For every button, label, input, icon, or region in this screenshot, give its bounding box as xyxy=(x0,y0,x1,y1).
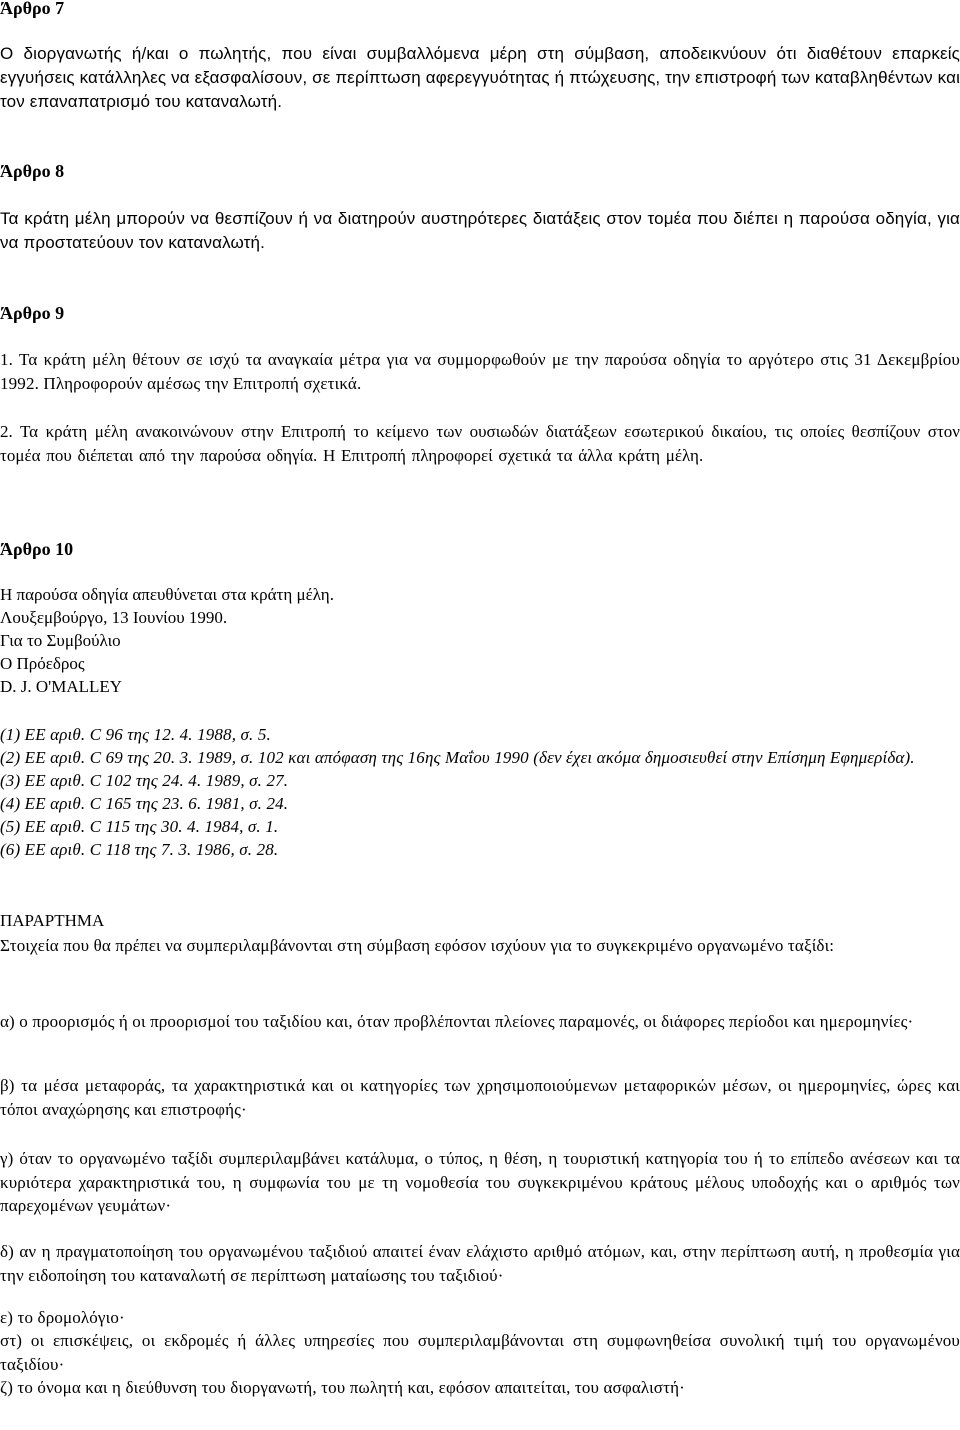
annex-intro: Στοιχεία που θα πρέπει να συμπεριλαμβάνονται στη σύμβαση εφόσον ισχύουν για το συγκεκριμένο οργανωμένο ταξίδι: xyxy=(0,936,835,955)
annex-title: ΠΑΡΑΡΤΗΜΑ xyxy=(0,911,105,930)
article-9-paragraph-1: 1. Τα κράτη μέλη θέτουν σε ισχύ τα αναγκαία μέτρα για να συμμορφωθούν με την παρούσα οδηγία το αργότερο στις 31 Δεκεμβρίου 1992. Πληροφορούν αμέσως την Επιτροπή σχετικά. xyxy=(0,350,960,393)
annex-item-a: α) ο προορισμός ή οι προορισμοί του ταξιδίου και, όταν προβλέπονται πλείονες παραμονές, οι διάφορες περίοδοι και ημερομηνίες· xyxy=(0,1012,914,1031)
article-7-text: Ο διοργανωτής ή/και ο πωλητής, που είναι συμβαλλόμενα μέρη στη σύμβαση, αποδεικνύουν ότι διαθέτουν επαρκείς εγγυήσεις κατάλληλες να εξασφαλίσουν, σε περίπτωση αφερεγγυότητας ή πτώχευσης, την επιστροφή των καταβληθέντων και τον επαναπατρισμό του καταναλωτή. xyxy=(0,44,960,111)
article-10-line: Η παρούσα οδηγία απευθύνεται στα κράτη μέλη. xyxy=(0,585,334,604)
president-label: Ο Πρόεδρος xyxy=(0,654,85,673)
footnote-1: (1) ΕΕ αριθ. C 96 της 12. 4. 1988, σ. 5. xyxy=(0,725,271,744)
signatory-name: D. J. O'MALLEY xyxy=(0,677,123,696)
annex-item-e: ε) το δρομολόγιο· xyxy=(0,1308,125,1327)
footnote-3: (3) ΕΕ αριθ. C 102 της 24. 4. 1989, σ. 27. xyxy=(0,771,289,790)
footnote-5: (5) ΕΕ αριθ. C 115 της 30. 4. 1984, σ. 1. xyxy=(0,817,279,836)
article-10-date: Λουξεμβούργο, 13 Ιουνίου 1990. xyxy=(0,608,228,627)
annex-item-b: β) τα μέσα μεταφοράς, τα χαρακτηριστικά και οι κατηγορίες των χρησιμοποιούμενων μεταφορικών μέσων, οι ημερομηνίες, ώρες και τόποι αναχώρησης και επιστροφής· xyxy=(0,1076,960,1119)
article-8-heading: Άρθρο 8 xyxy=(0,161,65,181)
annex-item-d: δ) αν η πραγματοποίηση του οργανωμένου ταξιδιού απαιτεί έναν ελάχιστο αριθμό ατόμων, και, στην περίπτωση αυτή, η προθεσμία για την ειδοποίηση του καταναλωτή σε περίπτωση ματαίωσης του ταξιδιού· xyxy=(0,1242,960,1285)
article-9-paragraph-2: 2. Τα κράτη μέλη ανακοινώνουν στην Επιτροπή το κείμενο των ουσιωδών διατάξεων εσωτερικού δικαίου, τις οποίες θεσπίζουν στον τομέα που διέπεται από την παρούσα οδηγία. Η Επιτροπή πληροφορεί σχετικά τα άλλα κράτη μέλη. xyxy=(0,422,960,465)
article-7-heading: Άρθρο 7 xyxy=(0,0,65,18)
article-9-heading: Άρθρο 9 xyxy=(0,303,65,323)
footnote-4: (4) ΕΕ αριθ. C 165 της 23. 6. 1981, σ. 24. xyxy=(0,794,289,813)
footnote-2: (2) ΕΕ αριθ. C 69 της 20. 3. 1989, σ. 102 και απόφαση της 16ης Μαΐου 1990 (δεν έχει ακόμα δημοσιευθεί στην Επίσημη Εφημερίδα). xyxy=(0,748,915,767)
article-10-body xyxy=(0,583,960,698)
annex-item-c: γ) όταν το οργανωμένο ταξίδι συμπεριλαμβάνει κατάλυμα, ο τύπος, η θέση, η τουριστική κατηγορία του ή το επίπεδο ανέσεων και τα κυριότερα χαρακτηριστικά του, η συμφωνία του με τη νομοθεσία του συγκεκριμένου κράτους μέλους υποδοχής και ο αριθμός των παρεχομένων γευμάτων· xyxy=(0,1149,960,1215)
footnote-6: (6) ΕΕ αριθ. C 118 της 7. 3. 1986, σ. 28. xyxy=(0,840,279,859)
annex-item-z: ζ) το όνομα και η διεύθυνση του διοργανωτή, του πωλητή και, εφόσον απαιτείται, του ασφαλιστή· xyxy=(0,1378,685,1397)
footnotes xyxy=(0,723,960,861)
article-8-text: Τα κράτη μέλη μπορούν να θεσπίζουν ή να διατηρούν αυστηρότερες διατάξεις στον τομέα που διέπει η παρούσα οδηγία, για να προστατεύουν τον καταναλωτή. xyxy=(0,209,960,252)
annex-item-st: στ) οι επισκέψεις, οι εκδρομές ή άλλες υπηρεσίες που συμπεριλαμβάνονται στη συμφωνηθείσα συνολική τιμή του οργανωμένου ταξιδίου· xyxy=(0,1331,960,1374)
council-label: Για το Συμβούλιο xyxy=(0,631,121,650)
article-10-heading: Άρθρο 10 xyxy=(0,539,74,559)
